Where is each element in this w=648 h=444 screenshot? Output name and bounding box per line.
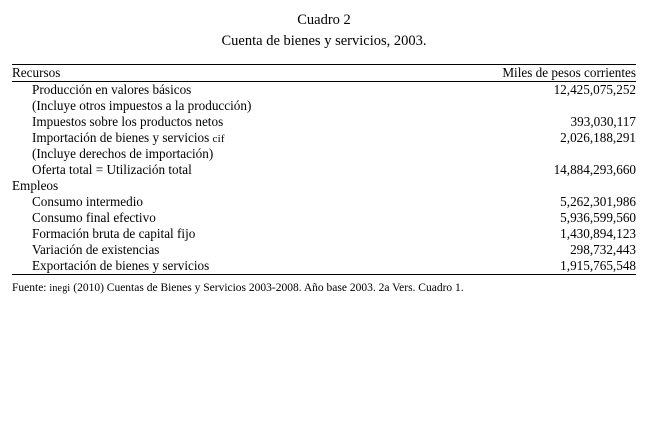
cuenta-table-body [12, 82, 636, 274]
row-value: 12,425,075,252 [553, 82, 636, 98]
table-row [12, 82, 636, 114]
table-row [12, 194, 636, 210]
row-label-text: Producción en valores básicos [32, 82, 192, 98]
row-value: 5,262,301,986 [560, 194, 636, 210]
table-row [12, 258, 636, 274]
section-label: Empleos [12, 178, 59, 194]
row-label-text: Importación de bienes y servicios [32, 130, 213, 146]
row-label-text: Exportación de bienes y servicios [32, 258, 210, 274]
row-value: 14,884,293,660 [553, 162, 636, 178]
row-label-text: Consumo final efectivo [32, 210, 156, 226]
table-section-empleos [12, 178, 636, 194]
row-label [12, 82, 476, 114]
table-header-row [12, 65, 636, 81]
row-label-text: Formación bruta de capital fijo [32, 226, 196, 242]
table-row [12, 226, 636, 242]
row-value: 393,030,117 [570, 114, 636, 130]
section-value [476, 178, 636, 194]
table-row [12, 162, 636, 178]
footnote-source-smallcaps: inegi [49, 283, 71, 295]
footnote-text: (2010) Cuentas de Bienes y Servicios 2003-2008. Año base 2003. 2a Vers. Cuadro 1. [70, 282, 464, 295]
row-label [12, 194, 476, 210]
row-label [12, 162, 476, 178]
title-line-1: Cuadro 2 [297, 12, 351, 28]
row-label [12, 242, 476, 258]
table-source-note [12, 275, 636, 296]
row-label [12, 114, 476, 130]
footnote-prefix: Fuente: [12, 282, 50, 295]
row-value: 2,026,188,291 [560, 130, 636, 146]
title-line-2: Cuenta de bienes y servicios, 2003. [221, 33, 427, 50]
row-label [12, 258, 476, 274]
row-label [12, 210, 476, 226]
table-row [12, 242, 636, 258]
row-sublabel-text: (Incluye otros impuestos a la producción) [32, 98, 252, 114]
row-label [12, 130, 476, 162]
row-value: 5,936,599,560 [560, 210, 636, 226]
table-title [12, 10, 636, 52]
row-value: 298,732,443 [570, 242, 636, 258]
row-sublabel-text: (Incluye derechos de importación) [32, 146, 214, 162]
table-row [12, 210, 636, 226]
row-label [12, 226, 476, 242]
header-label-miles-pesos: Miles de pesos corrientes [502, 65, 636, 81]
row-label-text: Consumo intermedio [32, 194, 143, 210]
table-row [12, 114, 636, 130]
header-label-recursos: Recursos [12, 65, 61, 81]
row-label-text: Oferta total = Utilización total [32, 162, 192, 178]
table-row [12, 130, 636, 162]
row-value: 1,430,894,123 [560, 226, 636, 242]
row-label-smallcaps: cif [212, 133, 225, 146]
row-label-text: Variación de existencias [32, 242, 160, 258]
row-value: 1,915,765,548 [560, 258, 636, 274]
cuenta-table [12, 65, 636, 81]
row-label-text: Impuestos sobre los productos netos [32, 114, 224, 130]
